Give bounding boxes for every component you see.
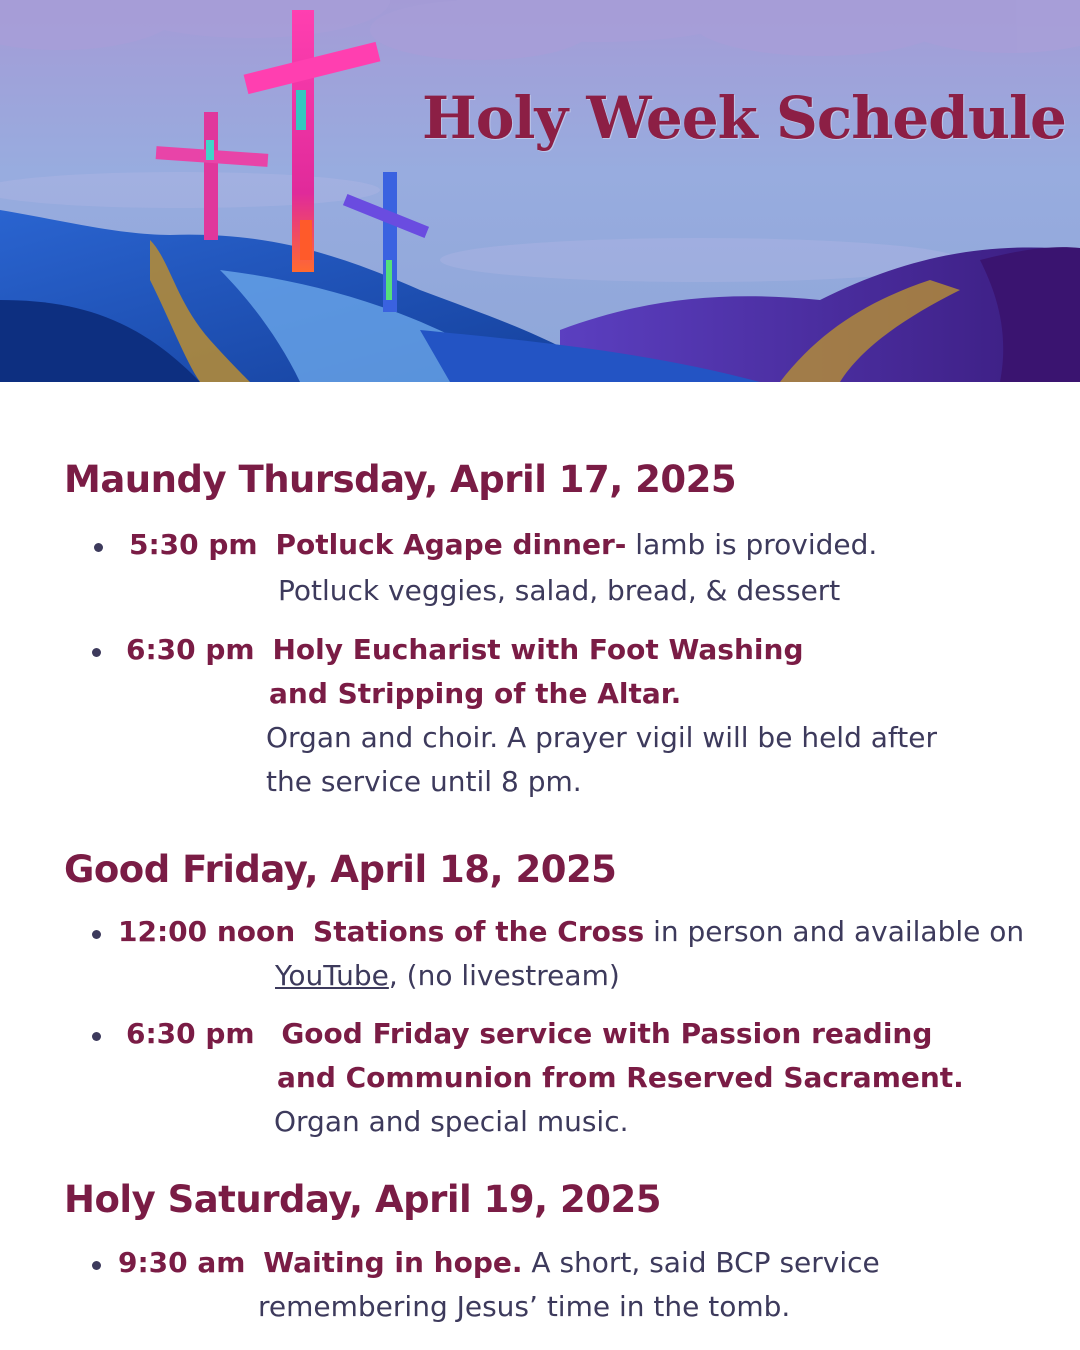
day-heading-maundy-thursday: Maundy Thursday, April 17, 2025 [64,458,737,501]
event-detail: Organ and special music. [274,1105,629,1138]
event-time: 12:00 noon [118,915,296,948]
bullet-icon [94,543,103,552]
event-time: 6:30 pm [126,633,255,666]
event-detail: remembering Jesus’ time in the tomb. [258,1290,791,1323]
event-detail [275,959,620,992]
event-title-continued: and Stripping of the Altar. [269,677,682,710]
event-time: 5:30 pm [129,528,258,561]
event-maundy-eucharist [126,633,804,666]
banner-title: Holy Week Schedule [422,84,1066,152]
event-desc: in person and available on [644,915,1025,948]
event-title: Stations of the Cross [313,915,645,948]
event-time: 9:30 am [118,1246,246,1279]
event-desc: lamb is provided. [626,528,878,561]
event-good-friday-service [126,1017,933,1050]
bullet-icon [92,1032,101,1041]
event-stations-of-cross [118,915,1025,948]
event-title: Holy Eucharist with Foot Washing [272,633,804,666]
event-title-continued: and Communion from Reserved Sacrament. [277,1061,964,1094]
event-title: Waiting in hope. [263,1246,523,1279]
day-heading-good-friday: Good Friday, April 18, 2025 [64,848,617,891]
youtube-link[interactable]: YouTube [275,959,389,992]
event-detail: the service until 8 pm. [266,765,582,798]
banner-illustration [0,0,1080,382]
event-title: Potluck Agape dinner- [275,528,627,561]
event-desc: A short, said BCP service [522,1246,880,1279]
bullet-icon [92,930,101,939]
banner-artwork [0,0,1080,382]
event-detail: Potluck veggies, salad, bread, & dessert [278,574,841,607]
event-time: 6:30 pm [126,1017,255,1050]
event-detail: Organ and choir. A prayer vigil will be held after [266,721,938,754]
event-note: , (no livestream) [388,959,620,992]
event-maundy-dinner [129,528,878,561]
bullet-icon [92,648,101,657]
bullet-icon [92,1261,101,1270]
event-holy-saturday-service [118,1246,880,1279]
event-title: Good Friday service with Passion reading [281,1017,933,1050]
day-heading-holy-saturday: Holy Saturday, April 19, 2025 [64,1178,661,1221]
